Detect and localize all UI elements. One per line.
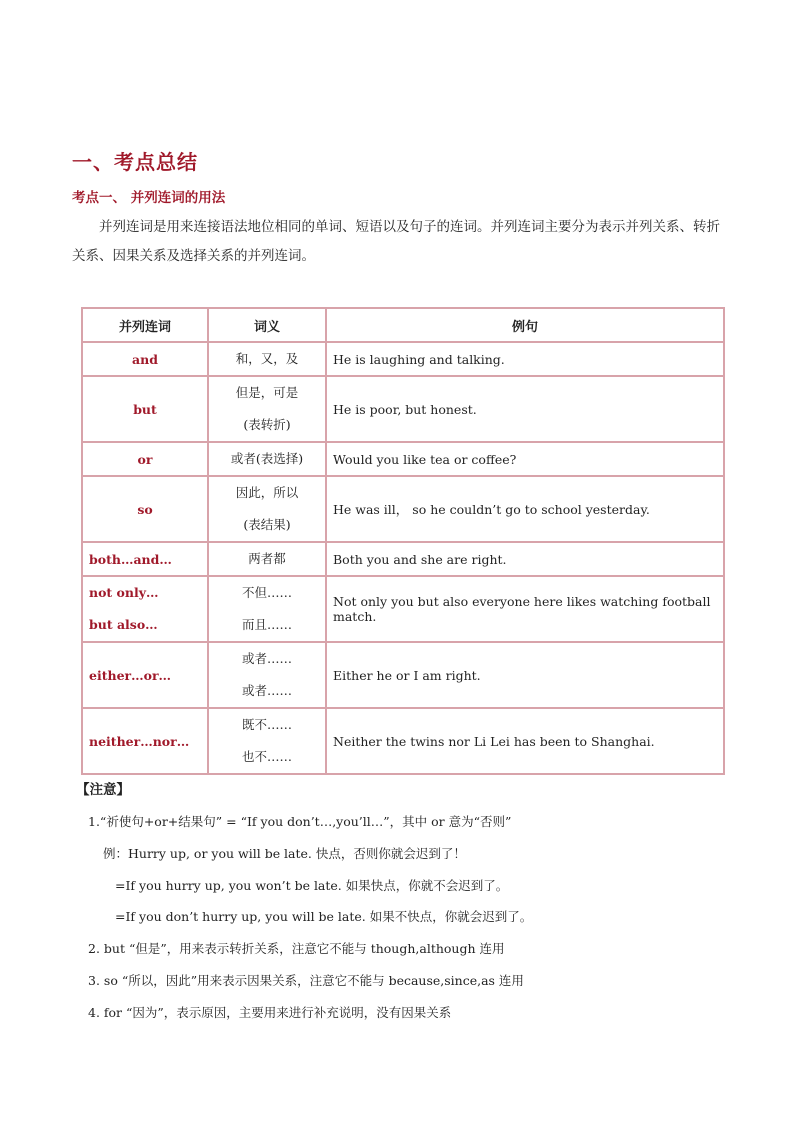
conjunction-line: not only… bbox=[89, 585, 159, 600]
note-line: 3. so “所以，因此”用来表示因果关系，注意它不能与 because,since,as 连用 bbox=[88, 973, 524, 988]
example-cell: Neither the twins nor Li Lei has been to Shanghai. bbox=[326, 708, 724, 774]
meaning-cell bbox=[208, 642, 326, 708]
example-cell: He is laughing and talking. bbox=[326, 342, 724, 376]
table-row bbox=[82, 576, 724, 642]
example-cell: Either he or I am right. bbox=[326, 642, 724, 708]
table-row bbox=[82, 642, 724, 708]
meaning-line: (表转折) bbox=[243, 417, 291, 432]
note-line: =If you hurry up, you won’t be late. 如果快点，你就不会迟到了。 bbox=[115, 878, 509, 893]
topic-title: 考点一、 并列连词的用法 bbox=[72, 190, 226, 206]
meaning-cell bbox=[208, 376, 326, 442]
meaning-cell bbox=[208, 708, 326, 774]
note-line: 1.“祈使句+or+结果句” = “If you don’t…,you’ll…”，其中 or 意为“否则” bbox=[88, 814, 512, 829]
conjunction-cell bbox=[82, 576, 208, 642]
note-line: 2. but “但是”，用来表示转折关系，注意它不能与 though,although 连用 bbox=[88, 941, 505, 956]
meaning-line: 不但…… bbox=[241, 585, 292, 600]
section-title: 一、考点总结 bbox=[72, 150, 198, 174]
notes-heading: 【注意】 bbox=[76, 782, 130, 798]
meaning-cell: 两者都 bbox=[208, 542, 326, 576]
conjunction-cell: either…or… bbox=[82, 642, 208, 708]
meaning-line: 因此，所以 bbox=[235, 485, 299, 500]
note-line: =If you don’t hurry up, you will be late. 如果不快点，你就会迟到了。 bbox=[115, 909, 533, 924]
table-header-row bbox=[82, 308, 724, 342]
conjunction-cell: and bbox=[82, 342, 208, 376]
header-example: 例句 bbox=[326, 308, 724, 342]
meaning-cell: 或者(表选择) bbox=[208, 442, 326, 476]
table-row bbox=[82, 708, 724, 774]
conjunction-cell: neither…nor… bbox=[82, 708, 208, 774]
table-row bbox=[82, 376, 724, 442]
meaning-cell: 和，又，及 bbox=[208, 342, 326, 376]
meaning-line: 也不…… bbox=[241, 749, 292, 764]
table-row bbox=[82, 442, 724, 476]
header-meaning: 词义 bbox=[208, 308, 326, 342]
note-line: 例：Hurry up, or you will be late. 快点，否则你就会迟到了！ bbox=[103, 846, 466, 861]
meaning-line: 但是，可是 bbox=[235, 385, 299, 400]
meaning-line: (表结果) bbox=[243, 517, 291, 532]
example-cell: Both you and she are right. bbox=[326, 542, 724, 576]
intro-paragraph: 并列连词是用来连接语法地位相同的单词、短语以及句子的连词。并列连词主要分为表示并列关系、转折关系、因果关系及选择关系的并列连词。 bbox=[72, 219, 720, 264]
example-cell: He was ill， so he couldn’t go to school yesterday. bbox=[326, 476, 724, 542]
meaning-cell bbox=[208, 576, 326, 642]
conjunction-cell: but bbox=[82, 376, 208, 442]
conjunction-line: but also… bbox=[89, 617, 158, 632]
conjunction-cell: both…and… bbox=[82, 542, 208, 576]
meaning-line: 既不…… bbox=[241, 717, 292, 732]
table-row bbox=[82, 342, 724, 376]
example-cell: He is poor, but honest. bbox=[326, 376, 724, 442]
example-cell: Not only you but also everyone here likes watching football match. bbox=[326, 576, 724, 642]
meaning-line: 而且…… bbox=[241, 617, 292, 632]
header-conjunction: 并列连词 bbox=[82, 308, 208, 342]
example-cell: Would you like tea or coffee? bbox=[326, 442, 724, 476]
conjunction-cell: so bbox=[82, 476, 208, 542]
table-row bbox=[82, 476, 724, 542]
table-row bbox=[82, 542, 724, 576]
conjunction-cell: or bbox=[82, 442, 208, 476]
note-line: 4. for “因为”，表示原因，主要用来进行补充说明，没有因果关系 bbox=[88, 1005, 452, 1020]
meaning-cell bbox=[208, 476, 326, 542]
meaning-line: 或者…… bbox=[241, 651, 292, 666]
conjunction-table bbox=[81, 307, 725, 775]
meaning-line: 或者…… bbox=[241, 683, 292, 698]
